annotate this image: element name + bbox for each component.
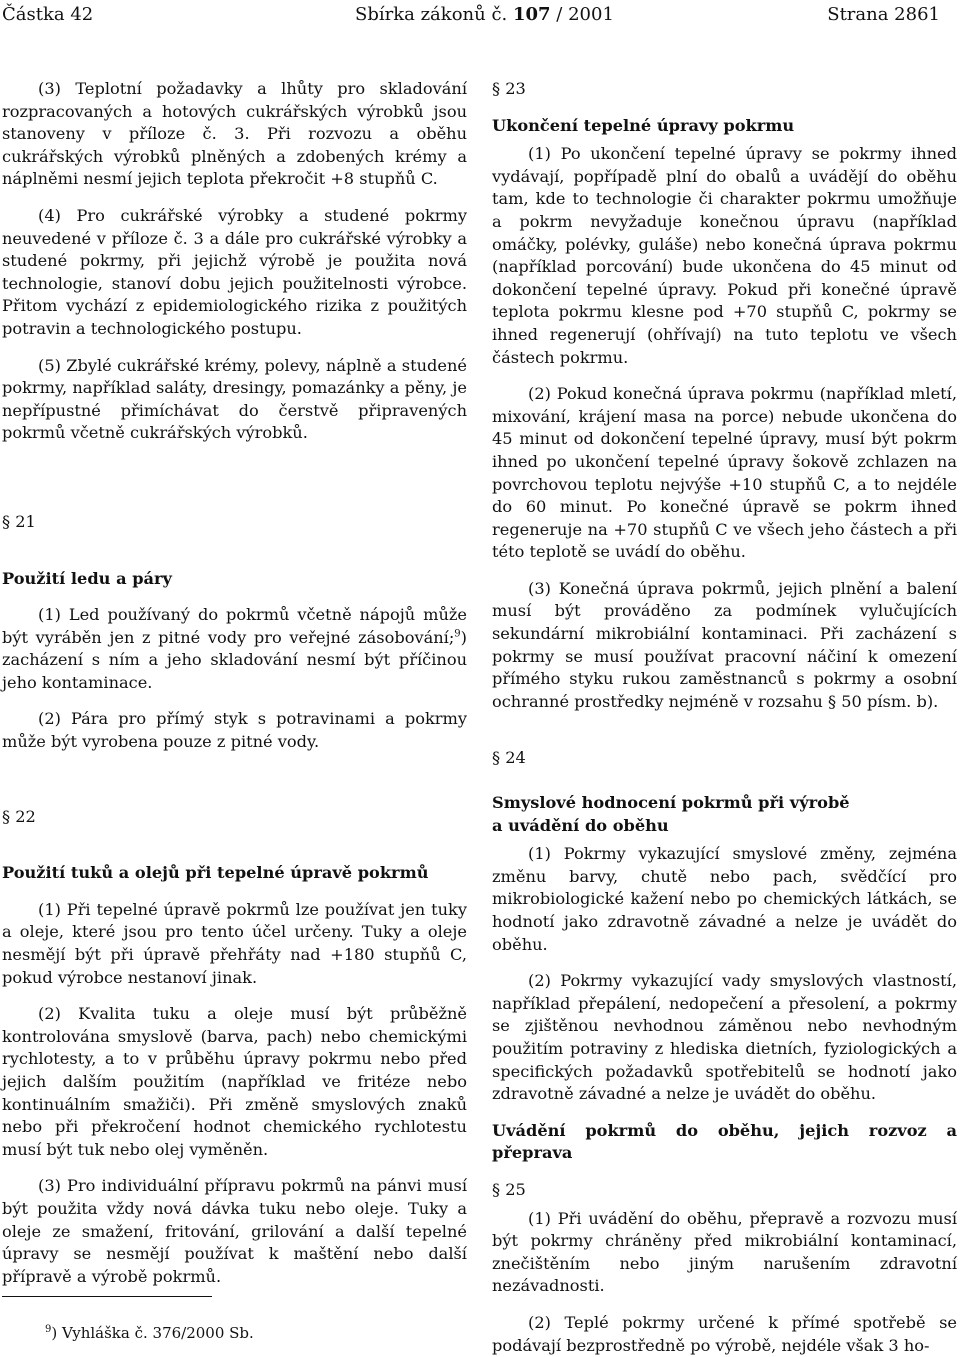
section-21-paragraph-1 <box>2 604 467 694</box>
collection-title <box>355 0 614 30</box>
section-24-paragraph-2: (2) Pokrmy vykazující vady smyslových vlastností, například přepálení, nedopečení a přesolení, a pokrmy se zjištěnou nevhodnou záměnou nebo nevhodným použitím potraviny z hlediska dietních, fyziologických a specifických požadavků spotřebitelů se hodnotí jako zdravotně závadné a nelze je uvádět do oběhu. <box>492 971 957 1104</box>
section-24-title-line-2: a uvádění do oběhu <box>492 815 669 835</box>
section-24-title-line-1: Smyslové hodnocení pokrmů při výrobě <box>492 793 850 813</box>
spacer <box>492 727 957 747</box>
section-25-paragraph-1: (1) Při uvádění do oběhu, přepravě a rozvozu musí být pokrmy chráněny před mikrobiální kontaminací, znečištěním nebo jiným narušením zdravotní nezávadnosti. <box>492 1208 957 1296</box>
section-23-title: Ukončení tepelné úpravy pokrmu <box>492 115 795 135</box>
page-header <box>0 0 960 30</box>
spacer <box>2 459 467 511</box>
page-number: Strana 2861 <box>827 4 940 25</box>
paragraph-5: (5) Zbylé cukrářské krémy, polevy, náplně a studené pokrmy, například saláty, dresingy, pomazánky a pěny, je nepřípustné přimíchávat do čerstvě připravených pokrmů včetně cukrářských výrobků. <box>2 355 467 443</box>
spacer <box>2 842 467 862</box>
left-column <box>2 78 467 1288</box>
paragraph-4: (4) Pro cukrářské výrobky a studené pokrmy neuvedené v příloze č. 3 a dále pro cukrářské výrobky a studené pokrmy, při jejichž výrobě je použita nová technologie, stanoví dobu jejich použitelnosti výrobce. Přitom vychází z epidemiologického rizika z použitých potravin a technologického postupu. <box>2 205 467 338</box>
paragraph-3: (3) Teplotní požadavky a lhůty pro skladování rozpracovaných a hotových cukrářských výrobků jsou stanoveny v příloze č. 3. Při rozvozu a oběhu cukrářských výrobků plněných a zdobených krémy a náplněmi nesmí jejich teplota překročit +8 stupňů C. <box>2 79 467 189</box>
section-23-paragraph-1: (1) Po ukončení tepelné úpravy se pokrmy ihned vydávají, popřípadě plní do obalů a uvádějí do oběhu tam, kde to technologie či charakter pokrmu umožňuje a pokrm nevyžaduje konečnou úpravu (například omáčky, polévky, guláše) nebo konečná úprava pokrmu (například porcování) bude ukončena do 45 minut od dokončení tepelné úpravy. Pokud při konečné úpravě teplota pokrmu klesne pod +70 stupňů C, pokrmy se ihned regenerují (ohřívají) na tuto teplotu ve všech částech pokrmu. <box>492 144 957 367</box>
section-24-paragraph-1: (1) Pokrmy vykazující smyslové změny, zejména změnu barvy, chutě nebo pach, svědčící pro mikrobiologické kažení nebo po chemických látkách, se hodnotí jako zdravotně závadné a nelze je uvádět do oběhu. <box>492 844 957 954</box>
section-25-paragraph-2: (2) Teplé pokrmy určené k přímé spotřebě se podávají bezprostředně po výrobě, nejdéle však 3 ho- <box>492 1312 957 1355</box>
section-24-title <box>492 792 957 837</box>
section-22-title: Použití tuků a olejů při tepelné úpravě pokrmů <box>2 863 429 883</box>
section-21-paragraph-2: (2) Pára pro přímý styk s potravinami a pokrmy může být vyrobena pouze z pitné vody. <box>2 709 467 752</box>
spacer <box>492 784 957 792</box>
section-25-number: § 25 <box>492 1179 526 1199</box>
section-24-number: § 24 <box>492 748 526 768</box>
section-21-p1-rest: ) zacházení s ním a jeho skladování nesmí být příčinou jeho kontaminace. <box>2 627 467 692</box>
collection-prefix: Sbírka zákonů č. <box>355 4 508 25</box>
section-23-paragraph-3: (3) Konečná úprava pokrmů, jejich plnění a balení musí být prováděno za podmínek vylučujících sekundární mikrobiální kontaminaci. Při zacházení s pokrmy se musí používat pracovní náčiní k omezení přímého styku rukou zaměstnanců s pokrmy a osobní ochranné prostředky nejméně v rozsahu § 50 písm. b). <box>492 578 957 711</box>
collection-number: 107 <box>512 4 551 25</box>
collection-year: / 2001 <box>556 4 614 25</box>
section-22-number: § 22 <box>2 806 36 826</box>
section-22-paragraph-1: (1) Při tepelné úpravě pokrmů lze používat jen tuky a oleje, které jsou pro tento účel určeny. Tuky a oleje nesmějí být při úpravě přehřáty nad +180 stupňů C, pokud výrobce nestanoví jinak. <box>2 899 467 987</box>
section-22-paragraph-3: (3) Pro individuální přípravu pokrmů na pánvi musí být použita vždy nová dávka tuku nebo oleje. Tuky a oleje ze smažení, fritování, grilování a další tepelné úpravy se nesmějí používat k maštění nebo další přípravě a výrobě pokrmů. <box>2 1176 467 1286</box>
spacer <box>2 768 467 806</box>
right-column <box>492 78 957 1357</box>
section-21-title: Použití ledu a páry <box>2 568 172 588</box>
section-22-paragraph-2: (2) Kvalita tuku a oleje musí být průběžně kontrolována smyslově (barva, pach) nebo chemickými rychlotesty, a to v průběhu úpravy pokrmu nebo před jejich dalším použitím (například ve fritéze nebo kontinuálním smažiči). Při změně smyslových znaků nebo při překročení hodnot chemického rychlotestu musí být tuk nebo olej vyměněn. <box>2 1004 467 1159</box>
footnote-divider <box>2 1296 212 1297</box>
section-23-number: § 23 <box>492 79 526 98</box>
footnote-mark: 9 <box>45 1324 52 1335</box>
section-21-p1-text: (1) Led používaný do pokrmů včetně nápojů může být vyráběn jen z pitné vody pro veřejné zásobování; <box>2 605 467 647</box>
issue-number: Částka 42 <box>2 4 94 25</box>
spacer <box>2 548 467 568</box>
footnote-text: ) Vyhláška č. 376/2000 Sb. <box>51 1324 254 1342</box>
part-title: Uvádění pokrmů do oběhu, jejich rozvoz a přeprava <box>492 1120 957 1163</box>
footnote <box>45 1323 254 1343</box>
footnote-reference: 9 <box>454 628 461 640</box>
section-23-paragraph-2: (2) Pokud konečná úprava pokrmu (například mletí, mixování, krájení masa na porce) nebude ukončena do 45 minut od dokončení tepelné úpravy, musí být pokrm ihned po ukončení tepelné úpravy šokově zchlazen na povrchovou teplotu nejvýše +10 stupňů C, a to nejdéle do 60 minut. Po konečné úpravě se pokrm ihned regeneruje na +70 stupňů C ve všech jeho částech a při této teplotě se uvádí do oběhu. <box>492 384 957 562</box>
section-21-number: § 21 <box>2 511 36 531</box>
